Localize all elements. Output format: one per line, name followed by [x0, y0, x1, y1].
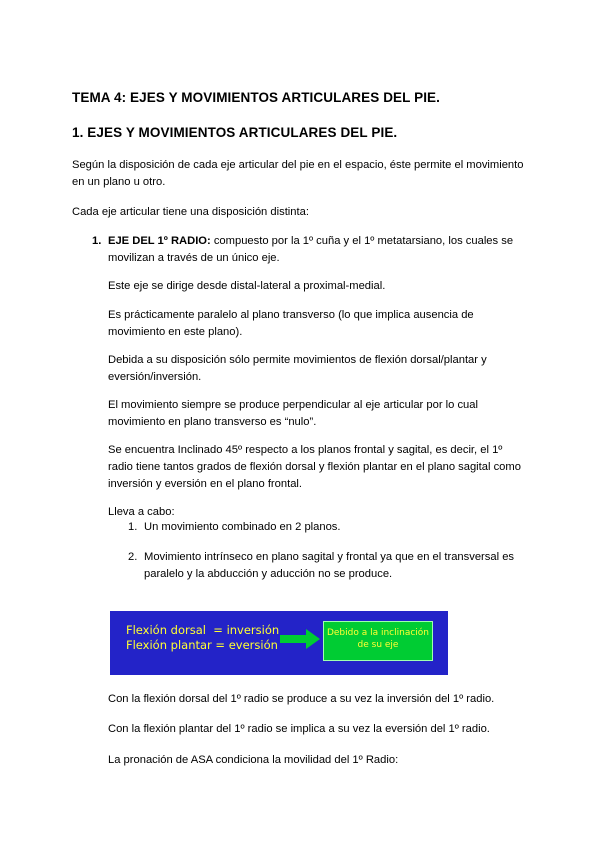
intro-paragraph-2: Cada eje articular tiene una disposición distinta: — [72, 206, 309, 218]
banner-note-box: Debido a la inclinación de su eje — [323, 621, 433, 661]
sublist-item: Un movimiento combinado en 2 planos. — [144, 521, 341, 533]
paragraph-perpendicular: El movimiento siempre se produce perpendicular al eje articular por lo cual movimiento en plano transverso es “nulo”. — [108, 399, 478, 428]
paragraph-parallel: Es prácticamente paralelo al plano transverso (lo que implica ausencia de movimiento en este plano). — [108, 309, 474, 338]
closing-paragraph-pronation: La pronación de ASA condiciona la movilidad del 1º Radio: — [108, 754, 399, 766]
banner-line-plantar: Flexión plantar = eversión — [126, 638, 278, 652]
document-title: TEMA 4: EJES Y MOVIMIENTOS ARTICULARES DEL PIE. — [72, 90, 441, 105]
right-arrow-icon — [280, 629, 320, 649]
list-item-eje-primer-radio — [108, 233, 528, 267]
sublist-item: Movimiento intrínseco en plano sagital y frontal ya que en el transversal es paralelo y la abducción y aducción no se produce. — [144, 551, 515, 580]
paragraph-carries: Lleva a cabo: — [108, 506, 175, 518]
paragraph-direction: Este eje se dirige desde distal-lateral a proximal-medial. — [108, 280, 386, 292]
section-heading: 1. EJES Y MOVIMIENTOS ARTICULARES DEL PIE. — [72, 125, 398, 140]
sublist-number: 2. — [128, 551, 138, 563]
closing-paragraph-plantar: Con la flexión plantar del 1º radio se implica a su vez la eversión del 1º radio. — [108, 723, 490, 735]
flexion-banner — [110, 611, 448, 675]
list-item-text: compuesto por la 1º cuña y el 1º metatarsiano, los cuales se movilizan a través de un único eje. — [108, 235, 514, 264]
list-item-label: EJE DEL 1º RADIO: — [108, 235, 211, 247]
banner-equations — [126, 623, 279, 653]
paragraph-allows: Debida a su disposición sólo permite movimientos de flexión dorsal/plantar y eversión/inversión. — [108, 354, 487, 383]
banner-line-dorsal: Flexión dorsal = inversión — [126, 623, 280, 637]
list-number: 1. — [92, 235, 102, 247]
intro-paragraph: Según la disposición de cada eje articular del pie en el espacio, éste permite el movimiento en un plano u otro. — [72, 159, 524, 188]
sublist-number: 1. — [128, 521, 138, 533]
closing-paragraph-dorsal: Con la flexión dorsal del 1º radio se produce a su vez la inversión del 1º radio. — [108, 693, 495, 705]
paragraph-inclined: Se encuentra Inclinado 45º respecto a los planos frontal y sagital, es decir, el 1º radio tiene tantos grados de flexión dorsal y flexión plantar en el plano sagital como inversión y eversión en el plano frontal. — [108, 444, 521, 490]
